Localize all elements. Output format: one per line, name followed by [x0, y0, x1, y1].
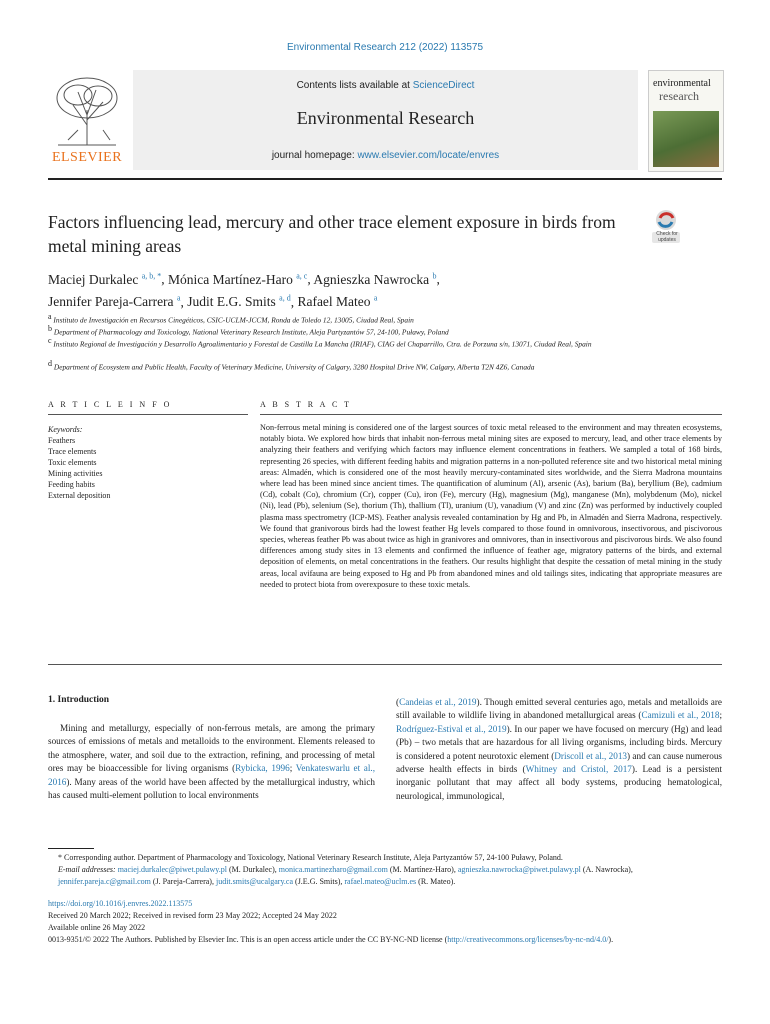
check-updates-label: Check for updates: [656, 231, 678, 243]
publication-info: [48, 898, 722, 946]
abstract-text: Non-ferrous metal mining is considered one of the largest sources of toxic metal released to the environment and may threaten ecosystems, notably biota. We explored how birds that inhabit non-ferrous metal mining sites are exposed to mercury, lead, and other trace elements by analyzing their feathers and verifying which factors may influence element concentrations in feathers. We sampled a total of 168 birds, representing 26 species, with different feeding habits and migration patterns in a non-polluted reference site and two historical metal mining areas: Almadén, which is considered one of the most heavily mercury-contaminated sites worldwide, and the Sierra Madrona mountains where lead has been mined since ancient times. The quantification of aluminum (Al), arsenic (As), barium (Ba), beryllium (Be), cadmium (Cd), cobalt (Co), chromium (Cr), copper (Cu), iron (Fe), mercury (Hg), magnesium (Mg), manganese (Mn), molybdenum (Mo), nickel (Ni), lead (Pb), selenium (Se), thorium (Th), thallium (Tl), uranium (U), vanadium (V) and zinc (Zn) was performed by inductively coupled plasma mass spectrometry (ICP-MS). Feather analysis revealed contamination by Hg and Pb, in Almadén and Sierra Madrona, respectively. We found that granivorous birds had the lowest feather Hg levels compared to those found in omnivorous, insectivorous, and piscivorous species, whereas feather Pb was about twice as high in granivores and omnivores, than in insectivorous and piscivorous birds. We also found differences among study sites in 13 elements and confirmed the influence of feather age, migratory patterns of the birds, and external deposition of elements, on metal concentrations in the feathers. Our results highlight that despite the cessation of metal mining in the study areas, local avifauna are being exposed to Hg and Pb from abandoned mines and old tailings sites, indicating that appropriate measures are needed to protect biota from overexposure to these toxic metals.: [260, 423, 722, 589]
homepage-line: [133, 150, 638, 161]
intro-column-2: [396, 696, 722, 803]
introduction-heading: 1. Introduction: [48, 695, 110, 705]
journal-cover-thumbnail[interactable]: [648, 70, 724, 172]
license-line: 0013-9351/© 2022 The Authors. Published by Elsevier Inc. This is an open access article under the CC BY-NC-ND license (http://creativecommons.org/licenses/by-nc-nd/4.0/).: [48, 935, 614, 944]
email-link[interactable]: monica.martinezharo@gmail.com: [278, 865, 388, 874]
keyword: Mining activities: [48, 469, 103, 478]
intro-column-1: [48, 722, 375, 802]
email-owner: (R. Mateo).: [416, 877, 456, 886]
affiliation: $^b$ Department of Pharmacology and Toxicology, National Veterinary Research Institute, Aleja Partyzantów 57, 24-100, Puławy, Poland: [48, 324, 449, 337]
author[interactable]: Mónica Martínez-Haro $^{a, c}$: [168, 271, 308, 287]
email-owner: (M. Durkalec),: [226, 865, 279, 874]
online-date: Available online 26 May 2022: [48, 923, 146, 932]
email-owner: (J.E.G. Smits),: [293, 877, 345, 886]
email-link[interactable]: judit.smits@ucalgary.ca: [215, 877, 294, 886]
article-info-heading: A R T I C L E I N F O: [48, 400, 172, 409]
corresponding-author-note: * Corresponding author. Department of Pharmacology and Toxicology, National Veterinary Research Institute, Aleja Partyzantów 57, 24-100 Puławy, Poland.: [58, 853, 563, 862]
body-text: Mining and metallurgy, especially of non-ferrous metals, are among the primary sources of emissions of metals and metalloids to the environment. Elements released to the atmosphere, water, and soil due to the extraction, refining, and processing of metal ores may be bioaccessible for living organisms (: [48, 723, 375, 774]
keyword: Trace elements: [48, 447, 97, 456]
abstract-rule: [260, 414, 722, 415]
email-owner: (M. Martínez-Haro),: [387, 865, 458, 874]
cover-title-line2: research: [659, 89, 699, 103]
keyword: Toxic elements: [48, 458, 97, 467]
body-text: (: [396, 697, 400, 707]
author[interactable]: Jennifer Pareja-Carrera $^a$: [48, 293, 181, 309]
keywords-label: Keywords:: [48, 425, 83, 434]
body-text: ;: [289, 763, 296, 774]
body-text: ). Lead is a persistent inorganic pollutant that may affect all body systems, producing hematological, neurological, immunological,: [396, 764, 722, 801]
email-link[interactable]: rafael.mateo@uclm.es: [344, 877, 417, 886]
keyword: External deposition: [48, 491, 111, 500]
homepage-link[interactable]: www.elsevier.com/locate/envres: [357, 150, 500, 161]
abstract-bottom-rule: [48, 664, 722, 665]
contents-prefix: Contents lists available at: [296, 80, 413, 91]
citation-link[interactable]: Whitney and Cristol, 2017: [525, 764, 632, 775]
keyword: Feathers: [48, 436, 76, 445]
journal-reference[interactable]: Environmental Research 212 (2022) 113575: [286, 42, 484, 53]
received-dates: Received 20 March 2022; Received in revised form 23 May 2022; Accepted 24 May 2022: [48, 911, 337, 920]
body-text: ). Though emitted several centuries ago, metals and metalloids are still available to wildlife living in abandoned metallurgical areas (: [396, 697, 722, 721]
body-text: ). Many areas of the world have been affected by the metallurgical industry, which has caused multi-element pollution to local environments: [48, 776, 375, 801]
citation-link[interactable]: Driscoll et al., 2013: [554, 750, 628, 761]
email-link[interactable]: jennifer.pareja.c@gmail.com: [58, 877, 151, 886]
email-owner: (J. Pareja-Carrera),: [150, 877, 216, 886]
doi-link[interactable]: https://doi.org/10.1016/j.envres.2022.113575: [48, 899, 193, 908]
author[interactable]: Judit E.G. Smits $^{a, d}$: [187, 293, 291, 309]
citation-link[interactable]: Camizuli et al., 2018: [641, 710, 720, 721]
email-addresses: [48, 864, 722, 888]
sciencedirect-link[interactable]: ScienceDirect: [412, 80, 475, 91]
affiliation: $^a$ Instituto de Investigación en Recursos Cinegéticos, CSIC-UCLM-JCCM, Ronda de Toledo 12, 13005, Ciudad Real, Spain: [48, 312, 414, 325]
author[interactable]: Rafael Mateo $^a$: [297, 293, 378, 309]
keyword: Feeding habits: [48, 480, 95, 489]
header-rule: [48, 178, 722, 180]
email-link[interactable]: agnieszka.nawrocka@piwet.pulawy.pl: [457, 865, 581, 874]
cover-image: [653, 111, 719, 167]
email-owner: (A. Nawrocka),: [580, 865, 633, 874]
affiliation: $^d$ Department of Ecosystem and Public Health, Faculty of Veterinary Medicine, University of Calgary, 3280 Hospital Drive NW, Calgary, Alberta T2N 4Z6, Canada: [48, 359, 535, 372]
contents-line: [133, 80, 638, 91]
body-text: ;: [719, 710, 722, 721]
email-label: E-mail addresses:: [58, 865, 118, 874]
body-text: ). In our paper we have focused on mercury (Hg) and lead (Pb) – two metals that are hazardous for all living organisms, including birds. Mercury is considered a potent neurotoxic element (: [396, 723, 722, 761]
author[interactable]: Maciej Durkalec $^{a, b, *}$: [48, 271, 162, 287]
author[interactable]: Agnieszka Nawrocka $^b$: [313, 271, 437, 287]
keywords-block: [48, 424, 248, 501]
authors-list: Maciej Durkalec $^{a, b, *}$, Mónica Martínez-Haro $^{a, c}$, Agnieszka Nawrocka $^b$, Jennifer Pareja-Carrera $^a$, Judit E.G. Smits $^{a, d}$, Rafael Mateo $^a$: [48, 271, 440, 309]
publisher-name: ELSEVIER: [51, 150, 123, 165]
footnotes: [48, 852, 722, 888]
homepage-prefix: journal homepage:: [271, 150, 358, 161]
journal-title: Environmental Research: [296, 108, 475, 128]
email-link[interactable]: maciej.durkalec@piwet.pulawy.pl: [117, 865, 227, 874]
license-link[interactable]: http://creativecommons.org/licenses/by-nc-nd/4.0/: [447, 935, 609, 944]
citation-link[interactable]: Rodríguez-Estival et al., 2019: [396, 723, 507, 734]
citation-link[interactable]: Venkateswarlu et al., 2016: [48, 763, 376, 787]
abstract-heading: A B S T R A C T: [260, 400, 352, 409]
citation-link[interactable]: Candeias et al., 2019: [399, 697, 477, 707]
article-info-rule: [48, 414, 248, 415]
affiliation: $^c$ Instituto Regional de Investigación y Desarrollo Agroalimentario y Forestal de Castilla La Mancha (IRIAF), CIAG del Chaparrillo, Ctra. de Porzuna s/n, 13071, Ciudad Real, Spain: [48, 336, 592, 349]
article-title: Factors influencing lead, mercury and other trace element exposure in birds from metal mining areas: [48, 212, 616, 256]
body-text: ) and can cause numerous adverse health effects in birds (: [396, 750, 722, 775]
footnote-rule: [48, 848, 94, 849]
cover-title-line1: environmental: [653, 78, 711, 89]
citation-link[interactable]: Rybicka, 1996: [235, 763, 290, 774]
